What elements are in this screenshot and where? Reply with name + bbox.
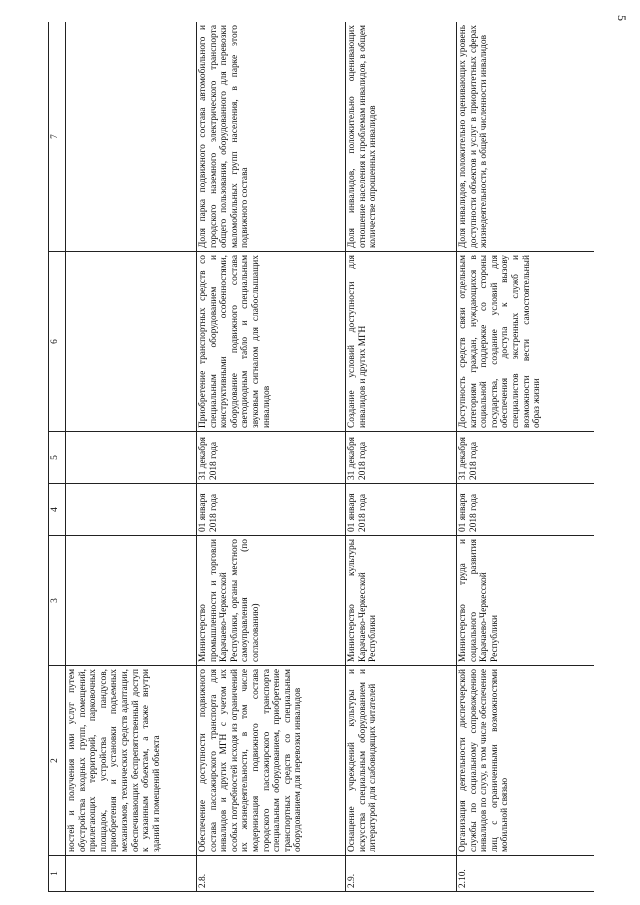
col-header-5: 5 [49,432,66,484]
end-date-cell: 31 декабря 2018 года [346,432,457,484]
executor-cell: Министерство промышленности и торговли Карачаево-Черкесской Республики, органы местного самоуправления (по согласованию) [197,536,346,666]
indicator-cell: Доля инвалидов, положительно оценивающих уровень доступности объектов и услуг в приоритетных сферах жизнедеятельности, в общей численности инвалидов [457,22,595,252]
col-header-7: 7 [49,22,66,252]
event-cell: Обеспечение доступности подвижного состава пассажирского транспорта для инвалидов и других МГН с учетом их особых потребностей исходя из ограничений их жизнедеятельности, в том числе модернизация подвижного состава городского пассажирского транспорта специальным оборудованием, приобретение транспортных средств со специальным оборудованием для перевозки инвалидов [197,666,346,856]
start-date-cell: 01 января 2018 года [197,484,346,536]
end-date-cell: 31 декабря 2018 года [197,432,346,484]
start-date-cell: 01 января 2018 года [346,484,457,536]
indicator-cell: Доля парка подвижного состава автомобильного и городского наземного электрического транспорта общего пользования, оборудованного для перевозки маломобильных групп населения, в парке этого подвижного состава [197,22,346,252]
row-number: 2.9. [346,856,457,892]
executor-cell [66,536,197,666]
header-row [49,22,66,892]
rotated-page [48,22,594,892]
event-cell: Организация деятельности диспетчерской службы по социальному сопровождению инвалидов по слуху, в том числе обеспечение лиц с ограниченными возможностями мобильной связью [457,666,595,856]
page-number: 5 [615,15,629,21]
row-number [66,856,197,892]
end-date-cell: 31 декабря 2018 года [457,432,595,484]
rotated-content [48,22,594,892]
result-cell: Приобретение транспортных средств со специальным оборудованием и конструктивными особенностями, оборудование подвижного состава светодиодным табло и специальным звуковым сигналом для слабослышащих инвалидов [197,252,346,432]
table-row [457,22,595,892]
event-cell: ностей и получения ими услуг путем обустройства входных групп, помещений, прилегающих территорий, парковочных площадок, устройства пандусов, приобретения и установки подъемных механизмов, технических средств адаптации, обеспечивающих беспрепятственный доступ к указанным объектам, а также внутри зданий и помещений объекта [66,666,197,856]
col-header-4: 4 [49,484,66,536]
measures-table [48,22,594,892]
col-header-6: 6 [49,252,66,432]
indicator-cell: Доля инвалидов, положительно оценивающих отношение населения к проблемам инвалидов, в общем количестве опрошенных инвалидов [346,22,457,252]
table-row [66,22,197,892]
table-row [197,22,346,892]
indicator-cell [66,22,197,252]
col-header-2: 2 [49,666,66,856]
result-cell: Доступность средств связи отдельным категориям граждан, нуждающихся в социальной поддержке со стороны государства, создание условий для обеспечения доступа к вызову специалистов экстренных служб и возможности вести самостоятельный образ жизни [457,252,595,432]
col-header-1: 1 [49,856,66,892]
event-cell: Оснащение учреждений культуры и искусства специальным оборудованием и литературой для слабовидящих читателей [346,666,457,856]
table-row [346,22,457,892]
start-date-cell [66,484,197,536]
executor-cell: Министерство культуры Карачаево-Черкесской Республики [346,536,457,666]
result-cell [66,252,197,432]
end-date-cell [66,432,197,484]
result-cell: Создание условий доступности для инвалидов и других МГН [346,252,457,432]
col-header-3: 3 [49,536,66,666]
row-number: 2.8. [197,856,346,892]
row-number: 2.10. [457,856,595,892]
start-date-cell: 01 января 2018 года [457,484,595,536]
executor-cell: Министерство труда и социального развития Карачаево-Черкесской Республики [457,536,595,666]
